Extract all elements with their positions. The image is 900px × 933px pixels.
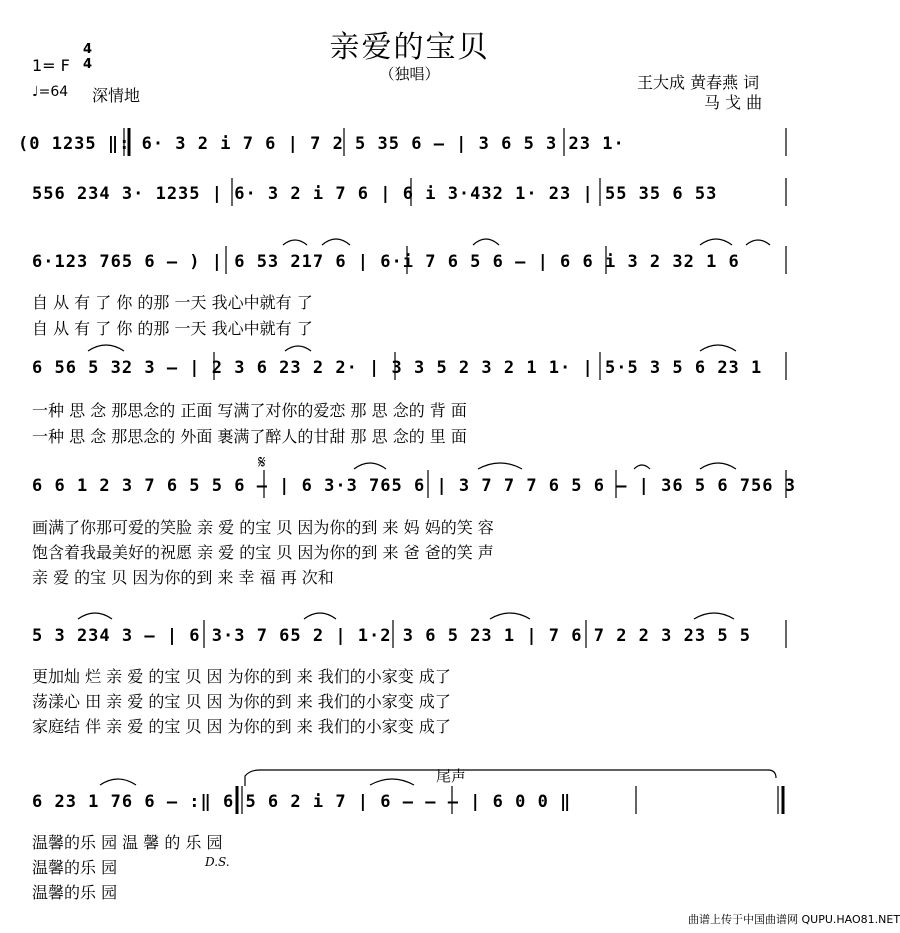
lyrics-row-4-verse-1: 一种 思 念 那思念的 正面 写满了对你的爱恋 那 思 念的 背 面 <box>32 401 467 420</box>
composer-credit: 马 戈 曲 <box>704 93 763 112</box>
lyrics-row-7-verse-3: 温馨的乐 园 <box>32 883 118 902</box>
lyrics-row-7-verse-1: 温馨的乐 园 温 馨 的 乐 园 <box>32 833 223 852</box>
score-row-5: 6 6 1 2 3 7 6 5 5 6 – | 6 3·3 765 6 | 3 7 7 7 6 5 6 – | 36 5 6 756 3 <box>32 476 796 496</box>
lyrics-row-6-verse-3: 家庭结 伴 亲 爱 的宝 贝 因 为你的到 来 我们的小家变 成了 <box>32 717 451 736</box>
lyrics-row-5-verse-2: 饱含着我最美好的祝愿 亲 爱 的宝 贝 因为你的到 来 爸 爸的笑 声 <box>32 543 494 562</box>
lyricist-credit: 王大成 黄春燕 词 <box>637 73 760 92</box>
lyrics-row-5-verse-1: 画满了你那可爱的笑脸 亲 爱 的宝 贝 因为你的到 来 妈 妈的笑 容 <box>32 518 494 537</box>
lyrics-row-6-verse-1: 更加灿 烂 亲 爱 的宝 贝 因 为你的到 来 我们的小家变 成了 <box>32 667 451 686</box>
song-subtitle: （独唱） <box>379 65 440 83</box>
lyrics-row-6-verse-2: 荡漾心 田 亲 爱 的宝 贝 因 为你的到 来 我们的小家变 成了 <box>32 692 451 711</box>
tempo-marking: ♩=64 <box>32 84 69 100</box>
lyrics-row-3-verse-2: 自 从 有 了 你 的那 一天 我心中就有 了 <box>32 319 313 338</box>
song-title: 亲爱的宝贝 <box>329 30 490 65</box>
score-row-1: (0 1235 ‖: 6· 3 2 i 7 6 | 7 2 5 35 6 – | 3 6 5 3 23 1· <box>18 134 625 154</box>
expression-marking: 深情地 <box>92 86 141 105</box>
key-signature: 1= F <box>32 56 70 75</box>
site-watermark: 曲谱上传于中国曲谱网 QUPU.HAO81.NET <box>688 913 900 926</box>
dal-segno-mark: D.S. <box>205 855 230 869</box>
score-row-4: 6 56 5 32 3 – | 2 3 6 23 2 2· | 3 3 5 2 3 2 1 1· | 5·5 3 5 6 23 1 <box>32 358 763 378</box>
lyrics-row-3-verse-1: 自 从 有 了 你 的那 一天 我心中就有 了 <box>32 293 313 312</box>
time-signature-bottom: 4 <box>83 57 93 72</box>
coda-label: 尾声 <box>436 767 467 785</box>
lyrics-row-7-verse-2: 温馨的乐 园 <box>32 858 118 877</box>
lyrics-row-5-verse-3: 亲 爱 的宝 贝 因为你的到 来 幸 福 再 次和 <box>32 568 334 587</box>
time-signature-top: 4 <box>83 42 93 57</box>
lyrics-row-4-verse-2: 一种 思 念 那思念的 外面 裹满了醉人的甘甜 那 思 念的 里 面 <box>32 427 467 446</box>
coda-bracket <box>245 770 776 786</box>
segno-sign: 𝄋 <box>258 452 266 473</box>
score-row-7: 6 23 1 76 6 – :‖ 6 5 6 2 i 7 | 6 – – – | 6 0 0 ‖ <box>32 792 572 812</box>
score-row-6: 5 3 234 3 – | 6 3·3 7 65 2 | 1·2 3 6 5 23 1 | 7 6 7 2 2 3 23 5 5 <box>32 626 752 646</box>
score-row-2: 556 234 3· 1235 | 6· 3 2 i 7 6 | 6 i 3·432 1· 23 | 55 35 6 53 <box>32 184 718 204</box>
score-row-3: 6·123 765 6 – ) | 6 53 217 6 | 6·i 7 6 5 6 – | 6 6 i 3 2 32 1 6 <box>32 252 740 272</box>
